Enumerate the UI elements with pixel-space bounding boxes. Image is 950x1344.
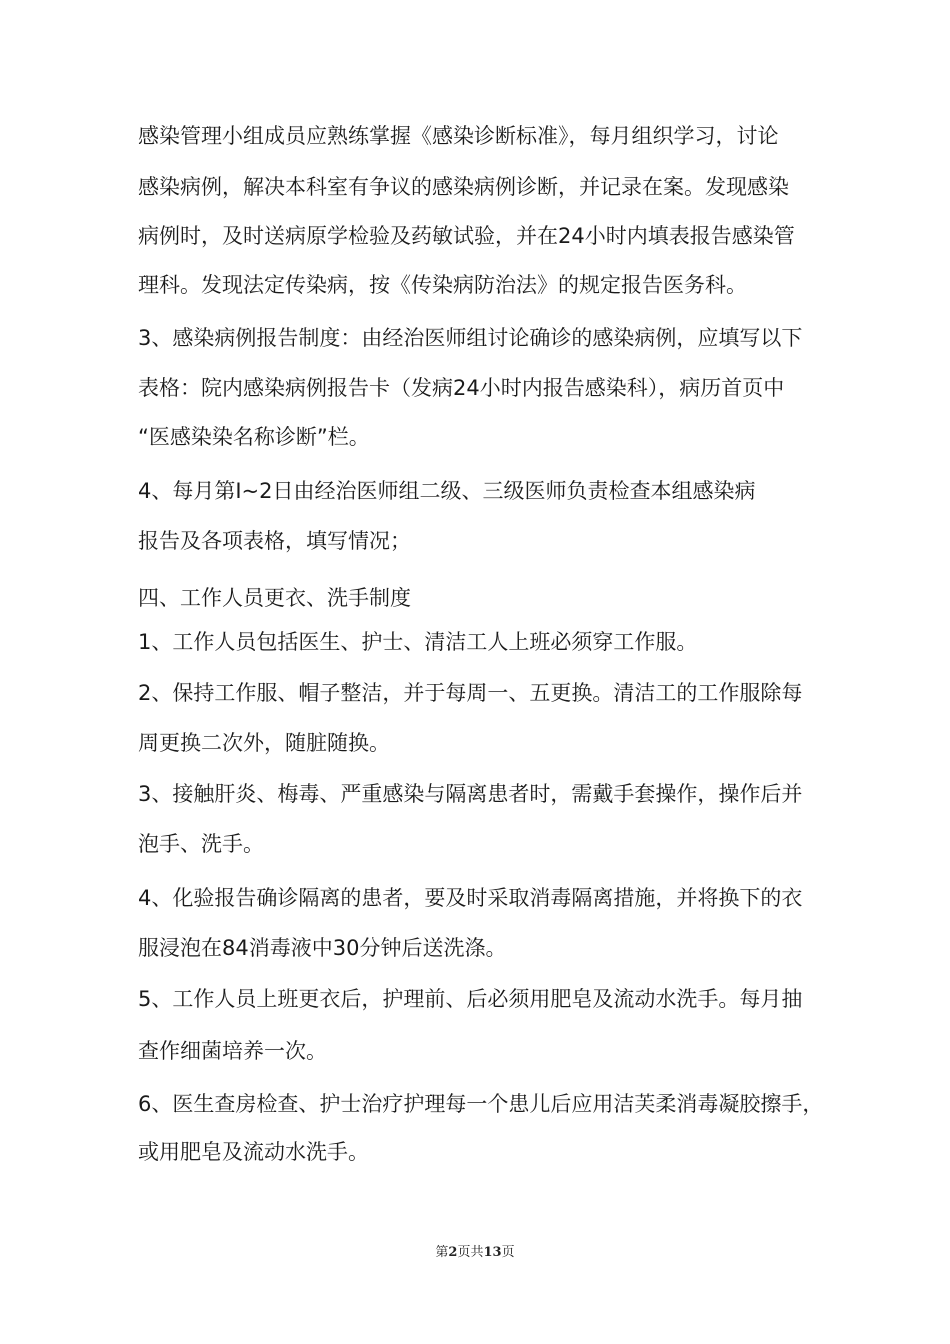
text-line: 周更换二次外，随脏随换。 <box>138 731 390 755</box>
text-line: 4、每月第Ⅰ~2日由经治医师组二级、三级医师负责检查本组感染病 <box>138 479 756 503</box>
total-page-number: 13 <box>483 1245 502 1260</box>
text-line: 理科。发现法定传染病，按《传染病防治法》的规定报告医务科。 <box>138 273 747 297</box>
footer-middle: 页共 <box>457 1245 484 1260</box>
text-line: 5、工作人员上班更衣后，护理前、后必须用肥皂及流动水洗手。每月抽 <box>138 987 803 1011</box>
text-line: 感染病例，解决本科室有争议的感染病例诊断，并记录在案。发现感染 <box>138 175 789 199</box>
text-line: “医感染染名称诊断”栏。 <box>138 425 370 449</box>
text-line: 病例时，及时送病原学检验及药敏试验，并在24小时内填表报告感染管 <box>138 224 795 248</box>
text-line: 报告及各项表格，填写情况； <box>138 529 411 553</box>
text-line: 3、感染病例报告制度：由经治医师组讨论确诊的感染病例，应填写以下 <box>138 326 803 350</box>
text-line: 或用肥皂及流动水洗手。 <box>138 1140 369 1164</box>
text-line: 1、工作人员包括医生、护士、清洁工人上班必须穿工作服。 <box>138 630 698 654</box>
text-line: 4、化验报告确诊隔离的患者，要及时采取消毒隔离措施，并将换下的衣 <box>138 886 803 910</box>
text-line: 2、保持工作服、帽子整洁，并于每周一、五更换。清洁工的工作服除每 <box>138 681 803 705</box>
text-line: 服浸泡在84消毒液中30分钟后送洗涤。 <box>138 936 507 960</box>
footer-suffix: 页 <box>501 1245 515 1260</box>
text-line: 表格：院内感染病例报告卡（发病24小时内报告感染科），病历首页中 <box>138 376 785 400</box>
text-line: 感染管理小组成员应熟练掌握《感染诊断标准》，每月组织学习，讨论 <box>138 124 779 148</box>
section-heading: 四、工作人员更衣、洗手制度 <box>138 586 411 610</box>
page-footer <box>0 1244 950 1262</box>
text-line: 泡手、洗手。 <box>138 832 264 856</box>
footer-prefix: 第 <box>435 1245 449 1260</box>
text-line: 3、接触肝炎、梅毒、严重感染与隔离患者时，需戴手套操作，操作后并 <box>138 782 803 806</box>
text-line: 查作细菌培养一次。 <box>138 1039 327 1063</box>
current-page-number: 2 <box>448 1245 458 1260</box>
text-line: 6、医生查房检查、护士治疗护理每一个患儿后应用洁芙柔消毒凝胶擦手， <box>138 1092 824 1116</box>
